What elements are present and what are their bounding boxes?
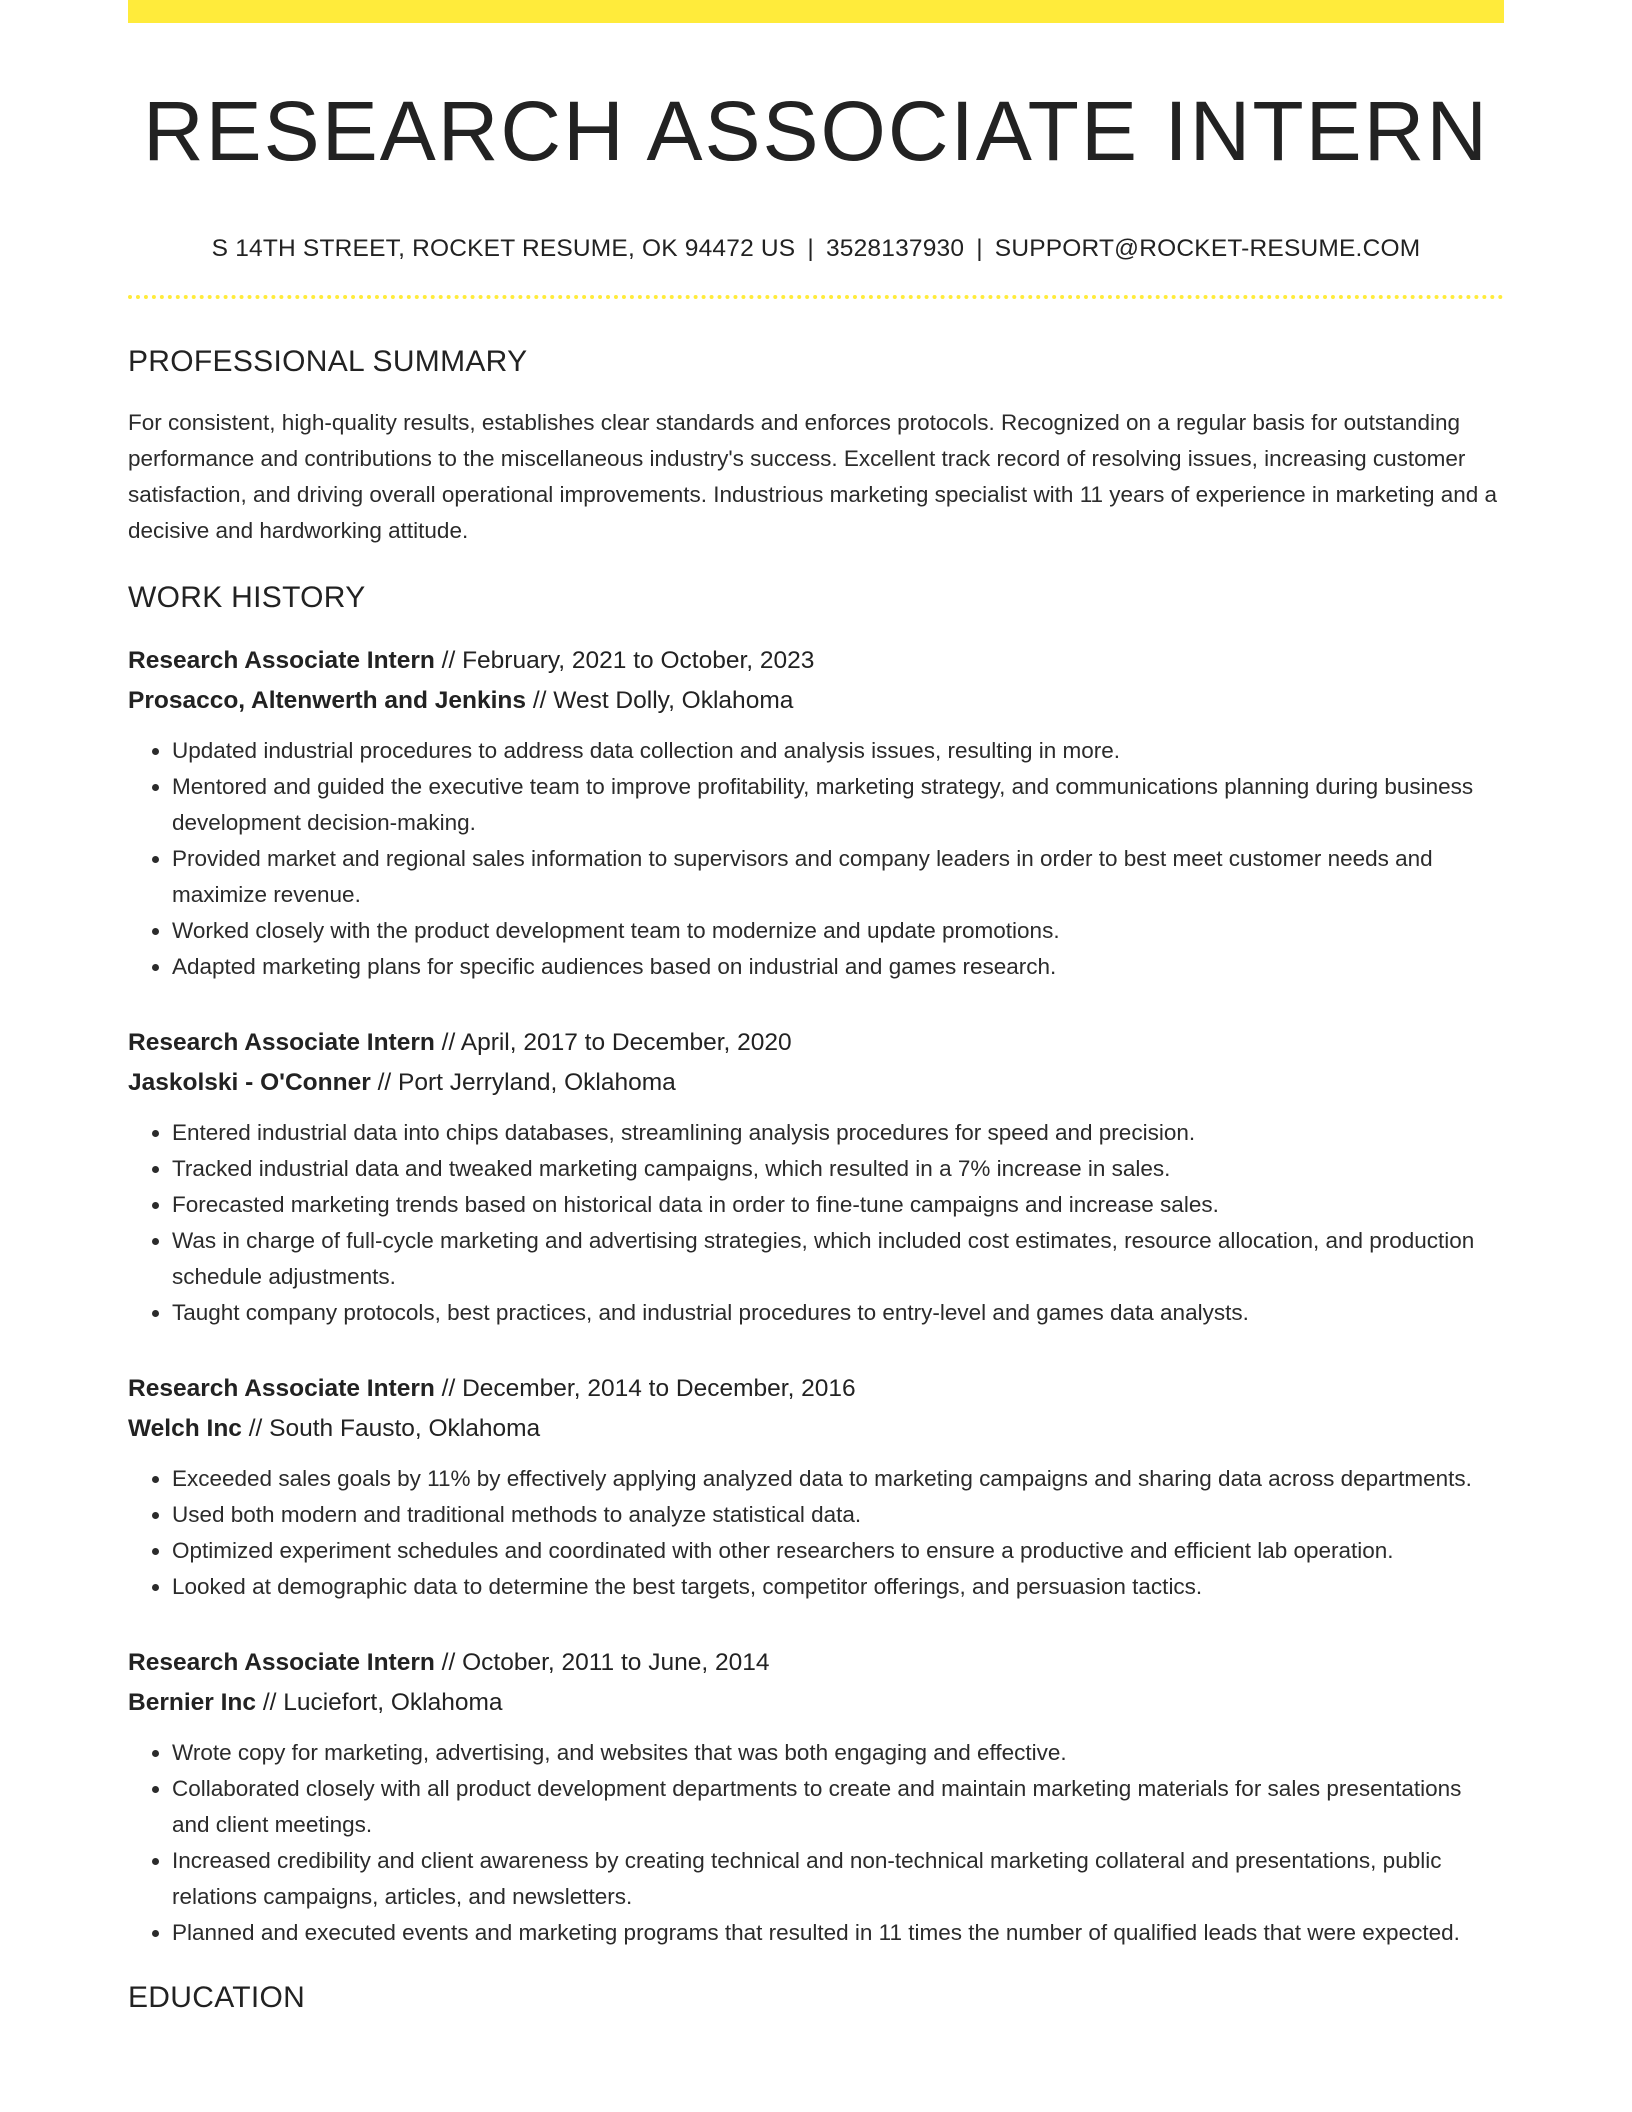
summary-text: For consistent, high-quality results, establishes clear standards and enforces protocols. Recognized on a regular basis for outstanding performance and contributions to the miscellaneous industry's success. Excellent track record of resolving issues, increasing customer satisfaction, and driving overall operational improvements. Industrious marketing specialist with 11 years of experience in marketing and a decisive and hardworking attitude. [128,410,1498,544]
job-title: Research Associate Intern [128,1375,435,1403]
job-location: // West Dolly, Oklahoma [532,687,794,715]
job-entry [128,1023,1504,1331]
job-bullet: • Tracked industrial data and tweaked marketing campaigns, which resulted in a 7% increase in sales. [172,1151,1504,1187]
job-bullet: • Forecasted marketing trends based on historical data in order to fine-tune campaigns and increase sales. [172,1187,1504,1223]
dotted-divider [128,295,1504,299]
job-dates: // April, 2017 to December, 2020 [441,1029,792,1057]
job-bullets [128,1735,1504,1951]
job-bullets [128,733,1504,985]
job-entry [128,1369,1504,1605]
job-location: // Port Jerryland, Oklahoma [377,1069,676,1097]
education-heading: EDUCATION [128,1981,306,2015]
job-bullet: • Updated industrial procedures to address data collection and analysis issues, resulting in more. [172,733,1504,769]
job-dates: // December, 2014 to December, 2016 [441,1375,856,1403]
job-bullet: • Looked at demographic data to determine the best targets, competitor offerings, and persuasion tactics. [172,1569,1504,1605]
job-bullet: • Taught company protocols, best practices, and industrial procedures to entry-level and games data analysts. [172,1295,1504,1331]
job-bullet: • Mentored and guided the executive team to improve profitability, marketing strategy, and communications planning during business development decision-making. [172,769,1504,841]
resume-title: RESEARCH ASSOCIATE INTERN [142,84,1489,178]
job-title: Research Associate Intern [128,1649,435,1677]
job-dates: // October, 2011 to June, 2014 [441,1649,770,1677]
job-bullet: • Optimized experiment schedules and coordinated with other researchers to ensure a productive and efficient lab operation. [172,1533,1504,1569]
contact-address: S 14TH STREET, ROCKET RESUME, OK 94472 US [211,235,796,263]
summary-heading: PROFESSIONAL SUMMARY [128,345,528,379]
job-title: Research Associate Intern [128,1029,435,1057]
job-bullet: • Was in charge of full-cycle marketing and advertising strategies, which included cost estimates, resource allocation, and production schedule adjustments. [172,1223,1504,1295]
job-location: // South Fausto, Oklahoma [248,1415,541,1443]
job-entry [128,641,1504,985]
job-title-line [128,1369,1504,1409]
job-bullets [128,1461,1504,1605]
job-bullet: • Collaborated closely with all product development departments to create and maintain marketing materials for sales presentations and client meetings. [172,1771,1504,1843]
job-title-line [128,641,1504,681]
job-bullet: • Wrote copy for marketing, advertising, and websites that was both engaging and effective. [172,1735,1504,1771]
job-location: // Luciefort, Oklahoma [262,1689,503,1717]
job-company-line [128,1063,1504,1103]
job-company: Prosacco, Altenwerth and Jenkins [128,687,527,715]
contact-separator: | [807,235,814,263]
job-company: Bernier Inc [128,1689,256,1717]
job-company-line [128,1409,1504,1449]
job-bullet: • Used both modern and traditional methods to analyze statistical data. [172,1497,1504,1533]
accent-top-bar [128,0,1504,23]
contact-separator: | [976,235,983,263]
job-bullet: • Provided market and regional sales information to supervisors and company leaders in order to best meet customer needs and maximize revenue. [172,841,1504,913]
job-company: Jaskolski - O'Conner [128,1069,371,1097]
job-bullet: • Increased credibility and client awareness by creating technical and non-technical marketing collateral and presentations, public relations campaigns, articles, and newsletters. [172,1843,1504,1915]
work-history-heading: WORK HISTORY [128,581,366,615]
job-bullets [128,1115,1504,1331]
job-company-line [128,1683,1504,1723]
job-bullet: • Adapted marketing plans for specific audiences based on industrial and games research. [172,949,1504,985]
job-company-line [128,681,1504,721]
job-bullet: • Planned and executed events and marketing programs that resulted in 11 times the number of qualified leads that were expected. [172,1915,1504,1951]
job-bullet: • Exceeded sales goals by 11% by effectively applying analyzed data to marketing campaigns and sharing data across departments. [172,1461,1504,1497]
contact-email[interactable]: SUPPORT@ROCKET-RESUME.COM [994,235,1421,263]
job-title-line [128,1023,1504,1063]
contact-phone[interactable]: 3528137930 [825,235,965,263]
job-dates: // February, 2021 to October, 2023 [441,647,815,675]
job-title-line [128,1643,1504,1683]
job-title: Research Associate Intern [128,647,435,675]
job-company: Welch Inc [128,1415,242,1443]
job-bullet: • Worked closely with the product development team to modernize and update promotions. [172,913,1504,949]
resume-page [128,0,1504,2015]
job-bullet: • Entered industrial data into chips databases, streamlining analysis procedures for speed and precision. [172,1115,1504,1151]
contact-line [128,235,1504,263]
job-entry [128,1643,1504,1951]
